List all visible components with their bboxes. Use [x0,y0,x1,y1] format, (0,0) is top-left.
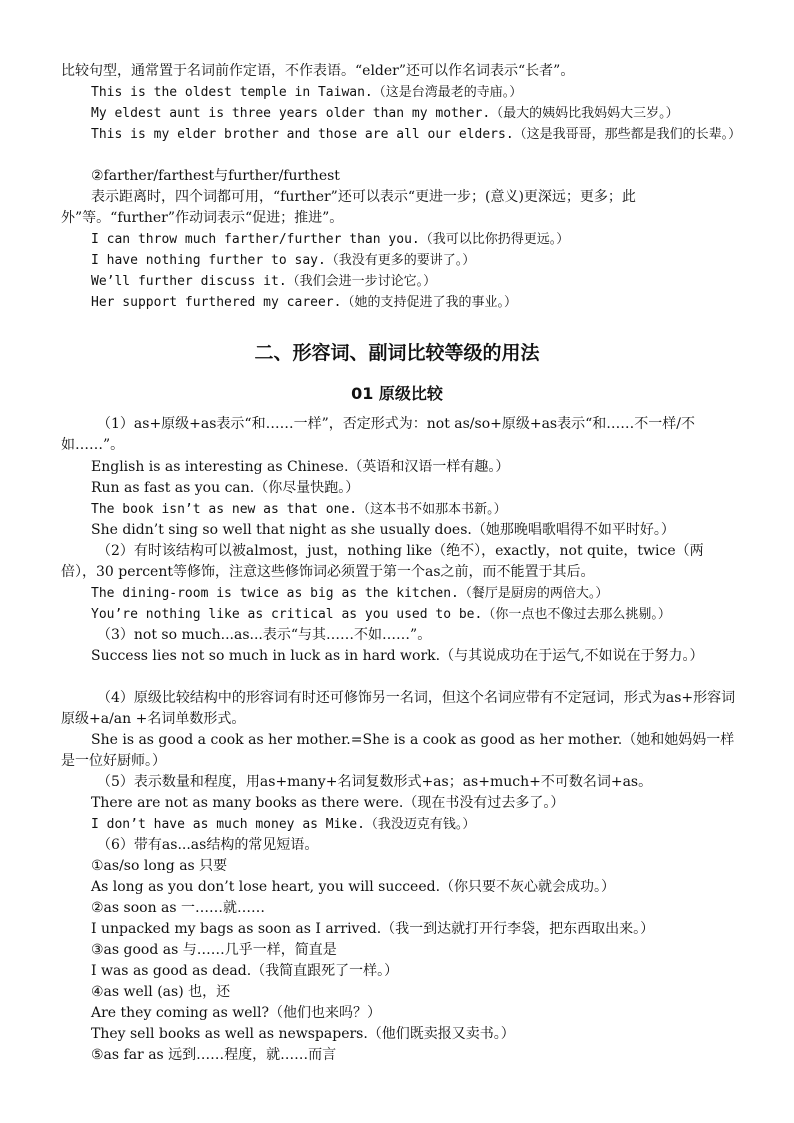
example-sentence: I have nothing further to say.（我没有更多的要讲了。） [91,253,476,268]
text-line: 比较句型，通常置于名词前作定语，不作表语。“elder”还可以作名词表示“长者”。 [61,63,575,79]
example-sentence: English is as interesting as Chinese.（英语和汉语一样有趣。） [91,459,510,475]
phrase-item: ③as good as 与……几乎一样，简直是 [91,942,337,958]
phrase-item: ②as soon as 一……就…… [91,900,266,916]
subsection-title: 01 原级比较 [351,384,443,403]
example-sentence: We’ll further discuss it.（我们会进一步讨论它。） [91,274,437,289]
text-line: 表示距离时，四个词都可用，“further”还可以表示“更进一步；(意义)更深远；更多；此外”等。“further”作动词表示“促进；推进”。 [61,189,636,226]
example-sentence: I can throw much farther/further than you.（我可以比你扔得更远。） [91,232,570,247]
phrase-item: ①as/so long as 只要 [91,858,228,874]
example-sentence: The book isn’t as new as that one.（这本书不如那本书新。） [91,502,507,517]
rule-paragraph: （3）not so much...as...表示“与其……不如……”。 [97,627,432,643]
example-sentence: I don’t have as much money as Mike.（我没迈克有钱。） [91,817,476,832]
rule-paragraph: （4）原级比较结构中的形容词有时还可修饰另一名词，但这个名词应带有不定冠词，形式为as+形容词原级+a/an +名词单数形式。 [61,690,736,727]
rule-paragraph: （6）带有as...as结构的常见短语。 [97,837,319,853]
example-sentence: I was as good as dead.（我简直跟死了一样。） [91,963,399,979]
example-sentence: Are they coming as well?（他们也来吗？） [91,1005,381,1021]
example-sentence: The dining-room is twice as big as the kitchen.（餐厅是厨房的两倍大。） [91,586,609,601]
example-sentence: She didn’t sing so well that night as she usually does.（她那晚唱歌唱得不如平时好。） [91,522,675,538]
example-sentence: This is the oldest temple in Taiwan.（这是台湾最老的寺庙。） [91,85,523,100]
example-sentence: They sell books as well as newspapers.（他们既卖报又卖书。） [91,1026,515,1042]
example-sentence: I unpacked my bags as soon as I arrived.（我一到达就打开行李袋，把东西取出来。） [91,921,655,937]
example-sentence: Her support furthered my career.（她的支持促进了我的事业。） [91,295,517,310]
sub-item-heading: ②farther/farthest与further/furthest [91,168,340,184]
example-sentence: Run as fast as you can.（你尽量快跑。） [91,480,360,496]
example-sentence: She is as good a cook as her mother.=She is a cook as good as her mother.（她和她妈妈一样是一位好厨师。） [61,732,735,769]
rule-paragraph: （1）as+原级+as表示“和……一样”，否定形式为：not as/so+原级+as表示“和……不一样/不如……”。 [61,416,695,453]
example-sentence: My eldest aunt is three years older than my mother.（最大的姨妈比我妈妈大三岁。） [91,106,679,121]
phrase-item: ⑤as far as 远到……程度，就……而言 [91,1047,337,1063]
example-sentence: Success lies not so much in luck as in hard work.（与其说成功在于运气,不如说在于努力。） [91,648,704,664]
example-sentence: As long as you don’t lose heart, you will succeed.（你只要不灰心就会成功。） [91,879,616,895]
rule-paragraph: （5）表示数量和程度，用as+many+名词复数形式+as；as+much+不可数名词+as。 [97,774,653,790]
rule-paragraph: （2）有时该结构可以被almost，just，nothing like（绝不），exactly，not quite，twice（两倍），30 percent等修饰，注意这些修饰词必须置于第一个as之前，而不能置于其后。 [61,543,704,580]
example-sentence: This is my elder brother and those are all our elders.（这是我哥哥，那些都是我们的长辈。） [91,127,742,142]
example-sentence: There are not as many books as there were.（现在书没有过去多了。） [91,795,565,811]
example-sentence: You’re nothing like as critical as you used to be.（你一点也不像过去那么挑剔。） [91,607,671,622]
phrase-item: ④as well (as) 也，还 [91,984,231,1000]
section-title: 二、形容词、副词比较等级的用法 [254,342,540,364]
